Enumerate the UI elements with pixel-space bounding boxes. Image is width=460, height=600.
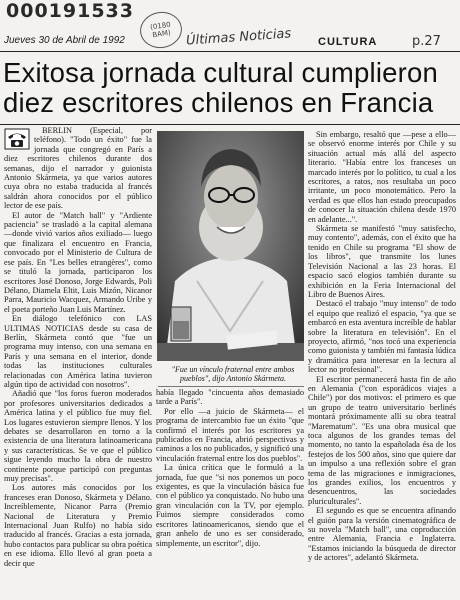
- paragraph: BERLIN (Especial, por teléfono). "Todo un éxito" fue la jornada que congregó en París a diez escritores chilenos durante dos semanas, dijo el narrador y guionista Antonio Skármeta, ya que varios autores cuya obra no estaba traducida al francés saldrán ahora conocidos por el público lector de ese país.: [4, 126, 152, 211]
- header-rule: [0, 51, 460, 52]
- paragraph: Por ello —a juicio de Skármeta— el programa de intercambio fue un éxito "que confirmó el interés por los escritores ya publicados en Francia, abrió perspectivas y caminos a los no publicados, y significó una vinculación fraternal entre los dos pueblos".: [156, 406, 304, 463]
- paragraph: El segundo es que se encuentra afinando el guión para la versión cinematográfica de su novela "Match ball", una coproducción entre Alemania, Francia e Inglaterra. "Estamos iniciando la búsqueda de director y de actores", adelantó Skármeta.: [308, 506, 456, 563]
- archive-source-signature: Últimas Noticias: [185, 26, 292, 49]
- paragraph: Skármeta se manifestó "muy satisfecho, muy contento", además, con el éxito que ha tenido en Chile su programa "El show de los libros", que transmite los lunes Televisión Nacional a las 23 horas. El espacio sacó elogios también durante su exhibición en la Feria Internacional del Libro de Buenos Aires.: [308, 224, 456, 299]
- paragraph: había llegado "cincuenta años demasiado tarde a París".: [156, 388, 304, 407]
- archive-number: 000191533: [6, 0, 134, 22]
- paragraph: El escritor permanecerá hasta fin de año en Alemania ("con esporádicos viajes a Chile") por dos motivos: el primero es que un grupo de teatro universitario berlinés montará próximamente allí su obra teatral "Marematum". "Es una obra musical que toca algunos de los grandes temas del momento, no tanto la españolada ésa de los festejos de los 500 años, sino que quiere dar un impulso a una reflexión sobre el gran tema de las migraciones e inmigraciones, los grandes exilios, los encuentros y desencuentros, las sociedades pluriculturales".: [308, 374, 456, 506]
- article-column-middle: [156, 388, 304, 548]
- issue-date: Jueves 30 de Abril de 1992: [4, 35, 125, 46]
- photo-caption: "Fue un vínculo fraternal entre ambos pueblos", dijo Antonio Skármeta.: [171, 365, 295, 384]
- paragraph: La única crítica que le formuló a la jornada, fue que "si nos ponemos un poco exigentes, es que la vinculación básica fue con el público ya conquistado. No hubo una gran vinculación con la TV, por ejemplo. Fuimos siempre considerados como escritores latinoamericanos, siendo que el gran anhelo de uno es ser considerado, simplemente, un escritor", dijo.: [156, 463, 304, 548]
- paragraph: En diálogo telefónico con LAS ULTIMAS NOTICIAS desde su casa de Berlín, Skármeta contó que "fue un programa muy intenso, con una semana en París y una semana en el interior, donde todas las instituciones culturales relacionadas con América latina tuvieron algún tipo de actividad con nosotros".: [4, 314, 152, 389]
- article-column-right: [308, 130, 456, 563]
- paragraph: El autor de "Match ball" y "Ardiente paciencia" se trasladó a la capital alemana —donde vivió varios años exiliado— luego que finalizara el encuentro en Francia, convocado por el Ministerio de Cultura de ese país. En "Les belles etrangères", como se tituló la jornada, participaron los escritores José Donoso, Jorge Edwards, Poli Délano, Diamela Eltit, Luis Mizón, Nicanor Parra, Mauricio Wacquez, Armando Uribe y el poeta porteño Juan Luis Martínez.: [4, 210, 152, 314]
- portrait-photo: [157, 131, 304, 361]
- paragraph: Sin embargo, resaltó que —pese a ello— se observó enorme interés por Chile y su situación actual más allá del aspecto literario. "Había entre los franceses un marcado interés por lo político, tu cual a los escritores, a ratos, nos resultaba un poco irritante, un poco monotemático. Pero la verdad es que ellos han estado preocupados de conocer la situación chilena desde 1970 en adelante...".: [308, 130, 456, 224]
- paragraph: Destacó el trabajo "muy intenso" de todo el equipo que realizó el espacio, "ya que se embarcó en esta aventura increíble de hablar sobre la literatura en televisión". En el proyecto, afirmó, "nos tocó una experiencia como guionista y también mi fantasía lúdica y dramática para interesar en la lectura al lector no profesional".: [308, 299, 456, 375]
- section-name: CULTURA: [318, 36, 378, 48]
- headline: Exitosa jornada cultural cumplieron diez escritores chilenos en Francia: [3, 57, 438, 118]
- caption-rule: [158, 386, 304, 387]
- headline-rule: [0, 124, 460, 125]
- paragraph: Los autores más conocidos por los franceses eran Donoso, Skármeta y Délano. Increíblemente, Nicanor Parra (Premio Nacional de Literatura y Premio Internacional Juan Rulfo) no había sido traducido al francés. Gracias a esta jornada, hubo contactos para publicar su obra poética en ese idioma. Ello llevó al gran poeta a decir que: [4, 483, 152, 568]
- article-column-left: [4, 126, 152, 568]
- archive-page-number: p.27: [412, 34, 441, 49]
- telephone-icon: [4, 128, 30, 150]
- archive-stamp: (0180 BAM): [138, 9, 185, 50]
- paragraph: Añadió que "los foros fueron moderados por profesores universitarios dedicados a América latina y el público fue muy fiel. Los lugares estuvieron siempre llenos. Y los debates se desarrollaron en torno a la existencia de una literatura latinoamericana y sus características. Se ve que el público sigue leyendo mucho la obra de nuestro continente porque participó con preguntas muy precisas".: [4, 389, 152, 484]
